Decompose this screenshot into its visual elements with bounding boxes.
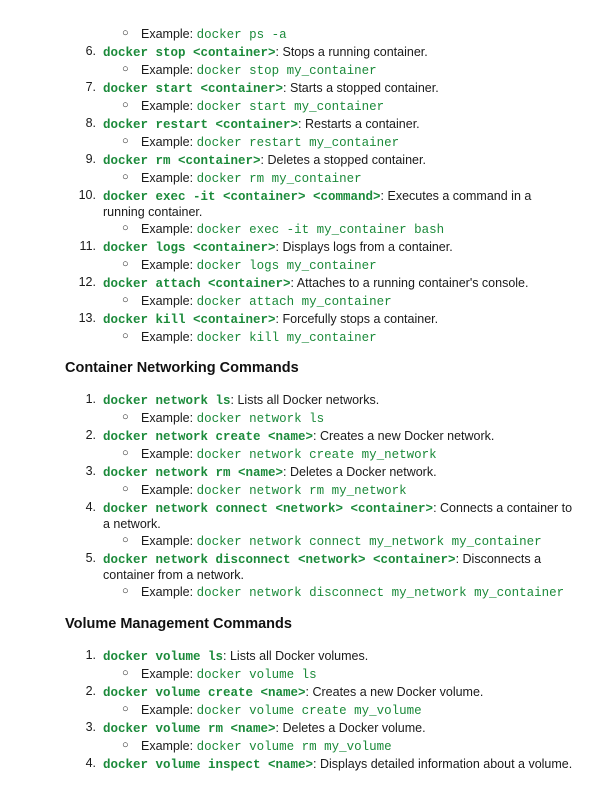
command-description: : Stops a running container. [275,45,428,59]
list-item [103,756,572,773]
example-label: Example: [141,258,194,272]
bullet-icon: ○ [122,447,129,459]
item-number: 4. [85,500,96,514]
bullet-icon: ○ [122,171,129,183]
command-text: docker restart <container> [103,118,299,132]
command-description: : Displays detailed information about a volume. [313,757,573,771]
example-code: docker attach my_container [196,295,392,309]
list-item [103,311,438,328]
command-text: docker exec -it <container> <command> [103,190,381,204]
command-text: docker volume create <name> [103,686,306,700]
example-line [141,584,564,601]
example-code: docker network disconnect my_network my_container [196,586,565,600]
list-item [103,80,439,97]
item-number: 13. [78,311,96,325]
bullet-icon: ○ [122,294,129,306]
bullet-icon: ○ [122,222,129,234]
item-number: 8. [85,116,96,130]
list-item [103,44,428,61]
command-text: docker attach <container> [103,277,291,291]
bullet-icon: ○ [122,135,129,147]
command-description: : Disconnects a [455,552,542,566]
command-description: : Deletes a Docker network. [283,465,437,479]
example-code: docker rm my_container [196,172,362,186]
list-item [103,239,453,256]
list-item [103,152,426,169]
command-description: : Connects a container to [433,501,573,515]
item-number: 12. [78,275,96,289]
bullet-icon: ○ [122,703,129,715]
example-code: docker network ls [196,412,325,426]
example-label: Example: [141,534,194,548]
list-item [103,648,368,665]
bullet-icon: ○ [122,63,129,75]
list-item [103,275,528,292]
example-label: Example: [141,447,194,461]
command-description: : Creates a new Docker network. [313,429,495,443]
command-text: docker network disconnect <network> <container> [103,553,456,567]
example-code: docker exec -it my_container bash [196,223,445,237]
bullet-icon: ○ [122,27,129,39]
example-line [141,410,324,427]
command-description: : Starts a stopped container. [283,81,439,95]
example-code: docker start my_container [196,100,385,114]
list-item [103,392,379,409]
command-description: : Lists all Docker networks. [230,393,380,407]
example-code: docker network create my_network [196,448,437,462]
example-line [141,62,377,79]
item-number: 6. [85,44,96,58]
example-line [141,738,392,755]
command-description-continued: container from a network. [103,568,245,582]
command-text: docker network rm <name> [103,466,284,480]
command-description: : Restarts a container. [298,117,420,131]
item-number: 11. [79,239,96,253]
command-text: docker stop <container> [103,46,276,60]
example-code: docker volume create my_volume [196,704,422,718]
command-text: docker kill <container> [103,313,276,327]
example-label: Example: [141,135,194,149]
item-number: 2. [85,684,96,698]
command-description: : Executes a command in a [380,189,532,203]
item-number: 3. [85,464,96,478]
command-text: docker volume inspect <name> [103,758,314,772]
bullet-icon: ○ [122,99,129,111]
command-text: docker logs <container> [103,241,276,255]
command-description: : Lists all Docker volumes. [223,649,369,663]
bullet-icon: ○ [122,258,129,270]
bullet-icon: ○ [122,411,129,423]
example-label: Example: [141,667,194,681]
item-number: 9. [85,152,96,166]
item-number: 5. [85,551,96,565]
list-item [103,684,483,701]
command-description-continued: running container. [103,205,203,219]
example-label: Example: [141,63,194,77]
command-description: : Creates a new Docker volume. [305,685,484,699]
example-line [141,702,422,719]
item-number: 1. [85,392,96,406]
item-number: 7. [85,80,96,94]
bullet-icon: ○ [122,330,129,342]
example-code: docker restart my_container [196,136,400,150]
command-text: docker network connect <network> <container> [103,502,434,516]
list-item [103,500,572,517]
example-label: Example: [141,739,194,753]
example-line [141,293,392,310]
example-label: Example: [141,99,194,113]
bullet-icon: ○ [122,534,129,546]
list-item [103,551,541,568]
list-item [103,464,437,481]
example-line [141,329,377,346]
command-text: docker volume rm <name> [103,722,276,736]
command-text: docker volume ls [103,650,224,664]
example-line [141,221,444,238]
command-description: : Deletes a Docker volume. [275,721,426,735]
command-description: : Deletes a stopped container. [260,153,426,167]
example-label: Example: [141,585,194,599]
example-label: Example: [141,222,194,236]
bullet-icon: ○ [122,483,129,495]
example-line [141,26,287,43]
example-code: docker network connect my_network my_container [196,535,542,549]
example-line [141,446,437,463]
example-line [141,257,377,274]
command-text: docker network create <name> [103,430,314,444]
bullet-icon: ○ [122,739,129,751]
section-heading: Container Networking Commands [65,360,299,376]
item-number: 3. [85,720,96,734]
example-code: docker volume rm my_volume [196,740,392,754]
example-label: Example: [141,330,194,344]
command-description: : Attaches to a running container's console. [290,276,529,290]
list-item [103,428,494,445]
example-code: docker logs my_container [196,259,377,273]
example-label: Example: [141,703,194,717]
example-label: Example: [141,171,194,185]
bullet-icon: ○ [122,667,129,679]
example-code: docker ps -a [196,28,287,42]
bullet-icon: ○ [122,585,129,597]
example-code: docker network rm my_network [196,484,407,498]
example-code: docker stop my_container [196,64,377,78]
command-description-continued: a network. [103,517,161,531]
example-code: docker kill my_container [196,331,377,345]
command-description: : Forcefully stops a container. [275,312,439,326]
list-item [103,116,420,133]
example-line [141,134,399,151]
item-number: 2. [85,428,96,442]
command-text: docker rm <container> [103,154,261,168]
command-text: docker start <container> [103,82,284,96]
example-line [141,482,407,499]
example-label: Example: [141,294,194,308]
command-text: docker network ls [103,394,231,408]
example-line [141,170,362,187]
command-description: : Displays logs from a container. [275,240,453,254]
list-item [103,188,531,205]
example-label: Example: [141,483,194,497]
example-label: Example: [141,411,194,425]
example-code: docker volume ls [196,668,317,682]
item-number: 4. [85,756,96,770]
example-label: Example: [141,27,194,41]
example-line [141,533,542,550]
example-line [141,666,317,683]
section-heading: Volume Management Commands [65,616,292,632]
example-line [141,98,384,115]
item-number: 1. [85,648,96,662]
list-item [103,720,426,737]
item-number: 10. [78,188,96,202]
